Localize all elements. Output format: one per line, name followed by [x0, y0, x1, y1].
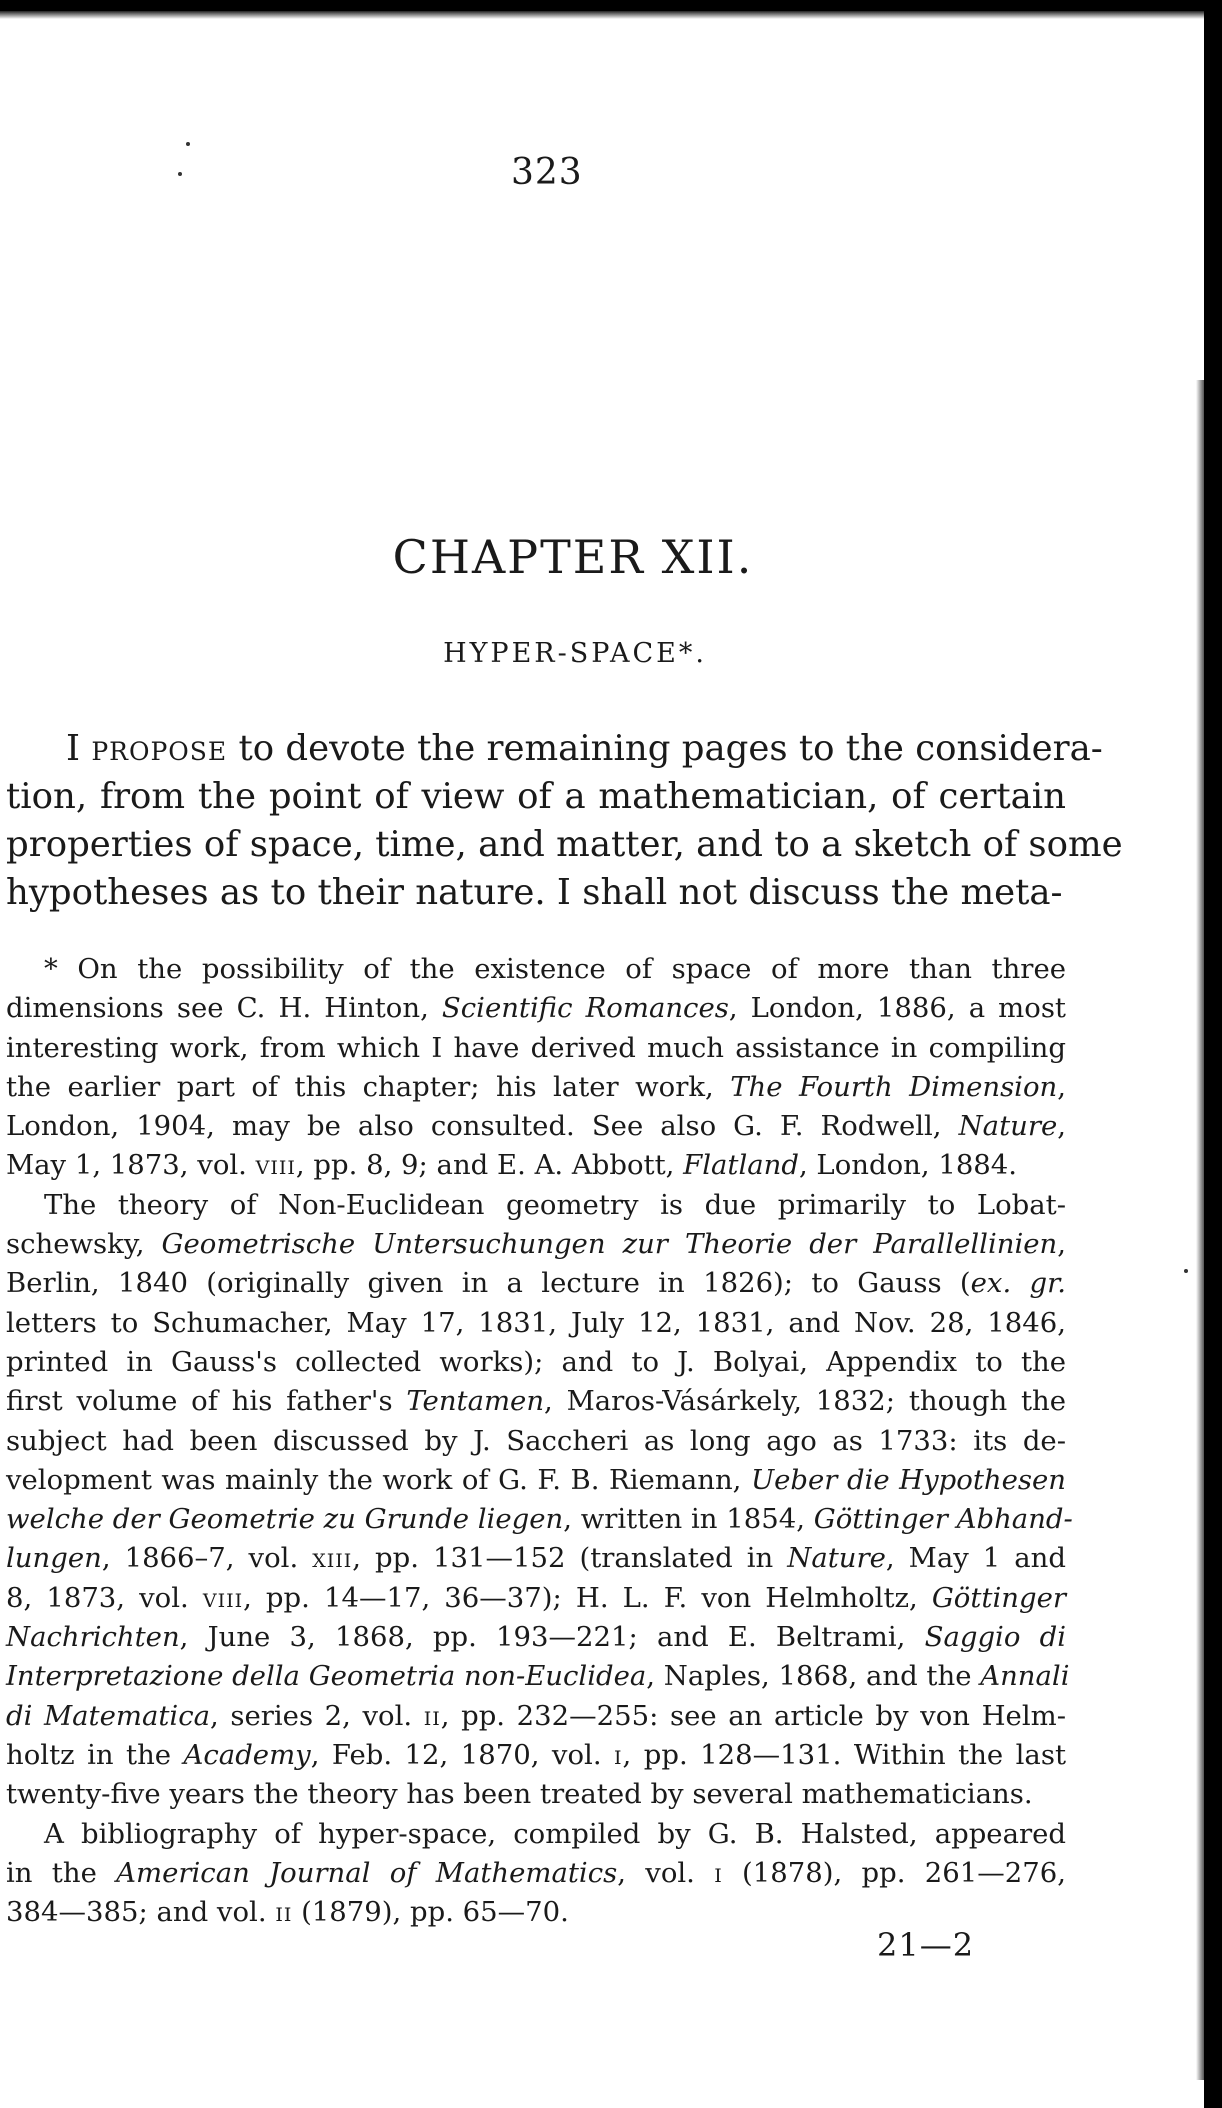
footnote-line: Interpretazione della Geometria non-Euclidea, Naples, 1868, and the Annali: [6, 1660, 1070, 1693]
footnote-line: interesting work, from which I have derived much assistance in compiling: [6, 1031, 1066, 1064]
footnote-bibliography: [6, 1815, 1066, 1933]
scan-speck: [186, 142, 190, 146]
footnote-line: the earlier part of this chapter; his later work, The Fourth Dimension,: [6, 1070, 1066, 1103]
footnote-hinton: [6, 950, 1066, 1186]
page-number: 323: [511, 152, 583, 193]
scan-shadow-top: [0, 11, 1222, 19]
footnote-line: first volume of his father's Tentamen, Maros-Vásárkely, 1832; though the: [6, 1385, 1066, 1418]
footnote-line: printed in Gauss's collected works); and to J. Bolyai, Appendix to the: [6, 1345, 1066, 1378]
footnote-line: velopment was mainly the work of G. F. B. Riemann, Ueber die Hypothesen: [6, 1463, 1066, 1496]
footnote-line: lungen, 1866–7, vol. xiii, pp. 131—152 (translated in Nature, May 1 and: [6, 1542, 1066, 1575]
section-title: [6, 638, 1066, 669]
footnote-line: twenty-five years the theory has been treated by several mathematicians.: [6, 1778, 1033, 1811]
footnote-line: Nachrichten, June 3, 1868, pp. 193—221; and E. Beltrami, Saggio di: [6, 1621, 1067, 1654]
scan-shadow-right: [1196, 380, 1204, 2080]
footnote-line: letters to Schumacher, May 17, 1831, July 12, 1831, and Nov. 28, 1846,: [6, 1306, 1066, 1339]
footnotes: [6, 950, 1073, 1932]
footnote-non-euclidean: [6, 1186, 1073, 1815]
scan-speck: [1184, 1269, 1188, 1273]
footnote-line: Berlin, 1840 (originally given in a lecture in 1826); to Gauss (ex. gr.: [6, 1267, 1066, 1300]
chapter-title: CHAPTER XII.: [392, 530, 754, 584]
footnote-line: * On the possibility of the existence of space of more than three: [44, 953, 1066, 985]
scan-border-top: [0, 0, 1222, 11]
footnote-line: A bibliography of hyper-space, compiled by G. B. Halsted, appeared: [44, 1817, 1066, 1850]
footnote-line: holtz in the Academy, Feb. 12, 1870, vol. i, pp. 128—131. Within the last: [6, 1738, 1066, 1771]
signature-mark: 21—2: [877, 1926, 975, 1964]
footnote-line: schewsky, Geometrische Untersuchungen zur Theorie der Parallellinien,: [6, 1228, 1066, 1261]
section-footnote-mark: *.: [678, 638, 707, 669]
footnote-line: welche der Geometrie zu Grunde liegen, written in 1854, Göttinger Abhand-: [6, 1503, 1073, 1536]
footnote-line: in the American Journal of Mathematics, vol. i (1878), pp. 261—276,: [6, 1856, 1066, 1889]
body-line: I propose to devote the remaining pages to the considera-: [66, 728, 1103, 769]
footnote-line: subject had been discussed by J. Saccheri as long ago as 1733: its de-: [6, 1424, 1066, 1457]
footnote-line: dimensions see C. H. Hinton, Scientific Romances, London, 1886, a most: [6, 992, 1066, 1025]
footnote-line: 384—385; and vol. ii (1879), pp. 65—70.: [6, 1896, 569, 1929]
scan-speck: [178, 172, 182, 176]
body-line: properties of space, time, and matter, and to a sketch of some: [6, 824, 1123, 865]
body-line: hypotheses as to their nature. I shall not discuss the meta-: [6, 872, 1063, 913]
section-title-text: HYPER-SPACE: [443, 638, 679, 669]
body-line: tion, from the point of view of a mathematician, of certain: [6, 776, 1066, 817]
footnote-line: May 1, 1873, vol. viii, pp. 8, 9; and E. A. Abbott, Flatland, London, 1884.: [6, 1149, 1018, 1182]
scan-border-right: [1204, 0, 1222, 2108]
footnote-line: London, 1904, may be also consulted. See also G. F. Rodwell, Nature,: [6, 1110, 1066, 1143]
footnote-line: 8, 1873, vol. viii, pp. 14—17, 36—37); H. L. F. von Helmholtz, Göttinger: [6, 1581, 1066, 1614]
footnote-line: The theory of Non-Euclidean geometry is due primarily to Lobat-: [44, 1188, 1066, 1221]
footnote-line: di Matematica, series 2, vol. ii, pp. 232—255: see an article by von Helm-: [6, 1699, 1066, 1732]
body-paragraph: [6, 725, 1123, 917]
